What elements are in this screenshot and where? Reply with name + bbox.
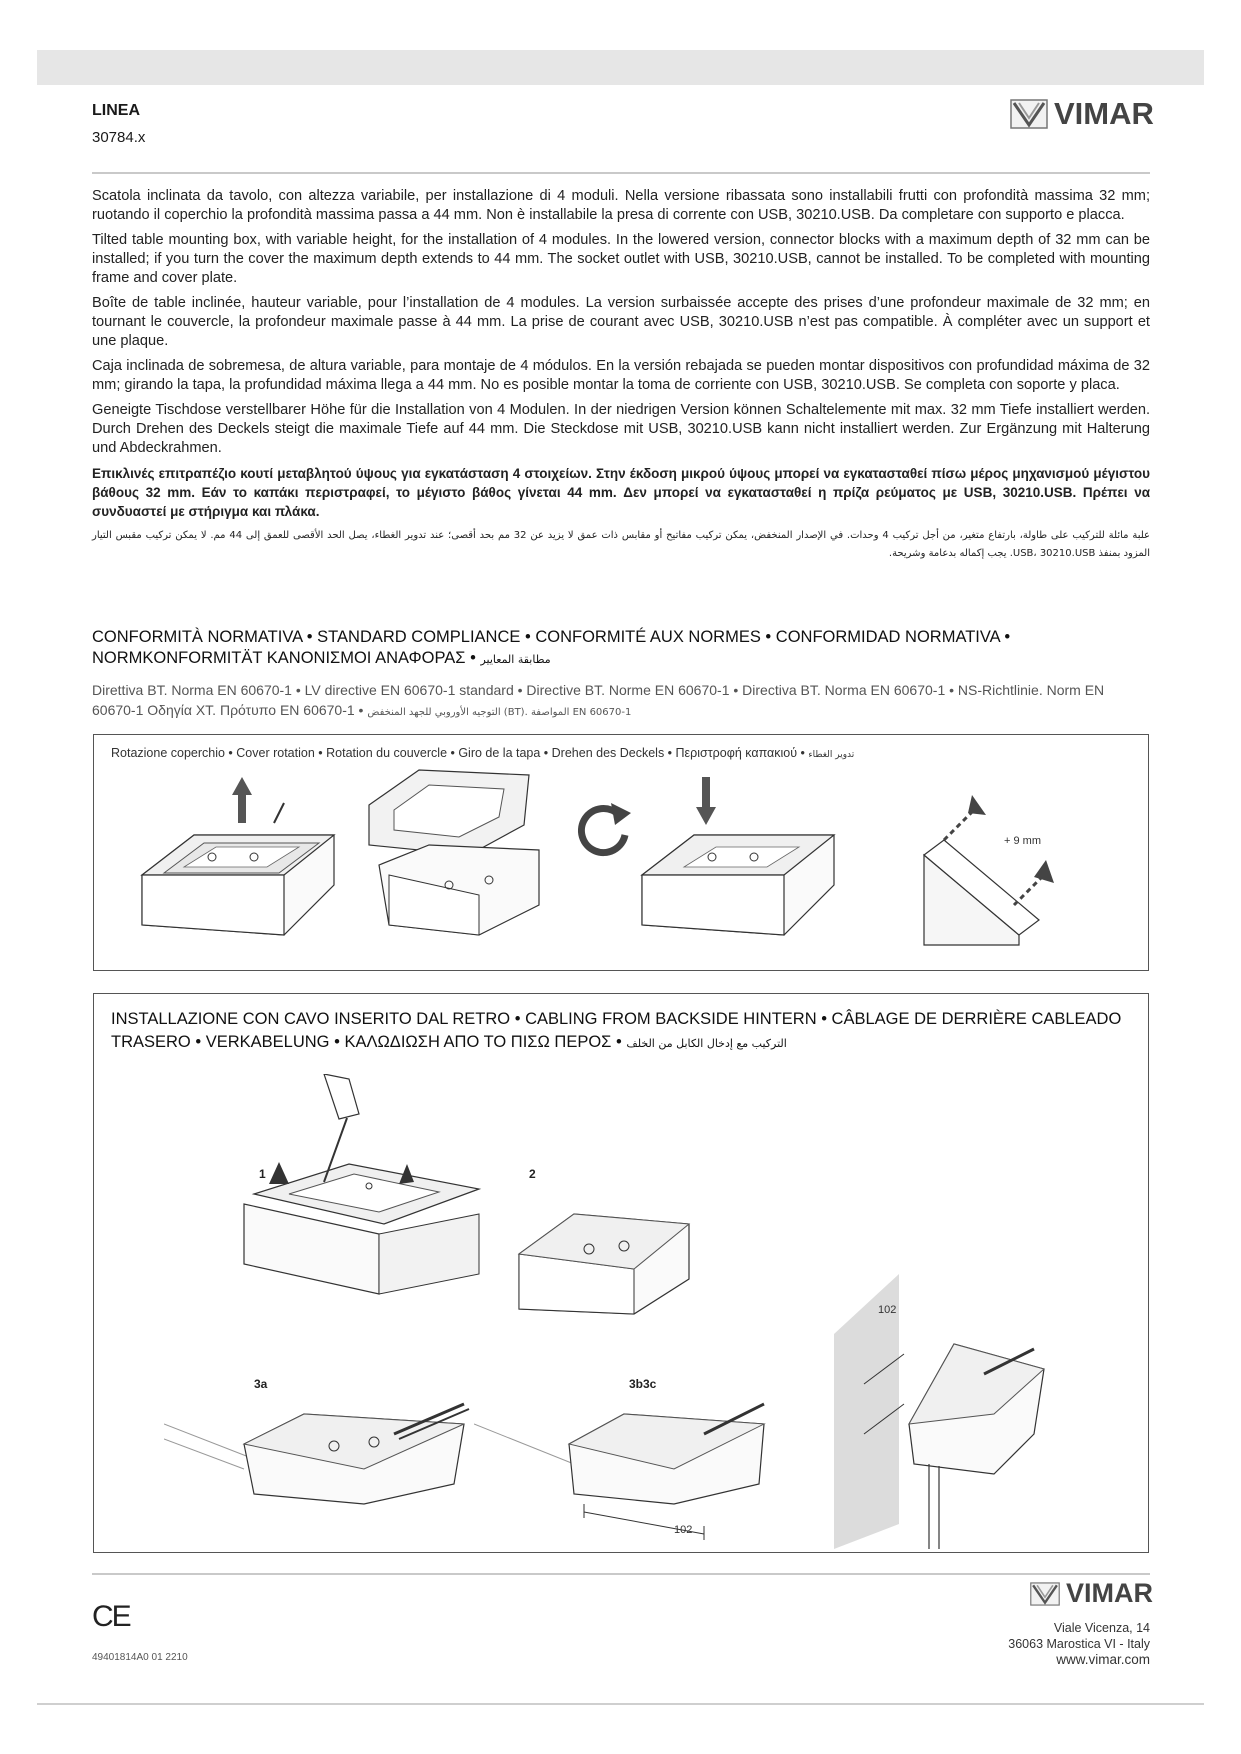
remove-knockout-screwdriver-illustration (239, 1074, 539, 1304)
cover-rotation-caption: Rotazione coperchio • Cover rotation • Rotation du couvercle • Giro de la tapa • Drehen des Deckels • Περιστροφή καπακιού • تدوير الغطاء (111, 746, 855, 760)
description-it: Scatola inclinata da tavolo, con altezza variabile, per installazione di 4 moduli. Nella versione ribassata sono installabili frutti con profondità massima 32 mm; ruotando il coperchio la profondità massima passa a 44 mm. Non è installabile la presa di corrente con USB, 30210.USB. Da completare con supporto e placca. (92, 188, 1150, 223)
height-adjust-side-illustration (914, 785, 1134, 965)
top-bar (37, 50, 1204, 85)
ce-mark: CE (92, 1600, 130, 1633)
step-label-3a: 3a (254, 1377, 268, 1391)
rotate-cover-icon (569, 795, 639, 865)
compliance-norms: Direttiva BT. Norma EN 60670-1 • LV directive EN 60670-1 standard • Directive BT. Norme EN 60670-1 • Directiva BT. Norma EN 60670-1 • NS-Richtlinie. Norm EN 60670-1 Οδηγία ΧΤ. Πρότυπο EN 60670-1 • التوجيه الأوروبي للجهد المنخفض (BT). المواصفة EN 60670-1 (92, 682, 1105, 718)
footer-divider (92, 1573, 1150, 1575)
company-address (1008, 1620, 1150, 1668)
vimar-logo-footer-icon (1030, 1582, 1060, 1606)
step-label-3b3c: 3b3c (629, 1377, 657, 1391)
description-es: Caja inclinada de sobremesa, de altura variable, para montaje de 4 módulos. En la versión rebajada se pueden montar dispositivos con profundidad máxima de 32 mm; girando la tapa, la profundidad máxima llega a 44 mm. No es posible montar la toma de corriente con USB, 30210.USB. Se completa con soporte y placa. (92, 358, 1150, 393)
step-label-2: 2 (529, 1167, 536, 1181)
address-line-1: Viale Vicenza, 14 (1053, 1621, 1150, 1635)
height-dimension-label: + 9 mm (1004, 835, 1041, 847)
compliance-heading-ar: مطابقة المعايير (480, 653, 551, 666)
brand-name: VIMAR (1054, 96, 1154, 131)
cable-under-box-illustration (164, 1384, 494, 1514)
product-line: LINEA (92, 102, 140, 119)
brand-name-footer: VIMAR (1066, 1578, 1153, 1608)
box-cover-removed-illustration (359, 755, 559, 965)
bottom-rule (37, 1703, 1204, 1705)
compliance-norms-ar: التوجيه الأوروبي للجهد المنخفض (BT). المواصفة EN 60670-1 (367, 707, 632, 718)
cabling-title: INSTALLAZIONE CON CAVO INSERITO DAL RETRO • CABLING FROM BACKSIDE HINTERN • CÂBLAGE DE DERRIÈRE CABLEADO TRASERO • VERKABELUNG • ΚΑΛΩΔΙΩΣΗ ΑΠΟ ΤΟ ΠΙΣΩ ΠΕΡΟΣ • التركيب مع إدخال الكابل من الخلف (111, 1010, 1122, 1051)
compliance-section (92, 627, 1150, 723)
description-en: Tilted table mounting box, with variable height, for the installation of 4 modules. In the lowered version, connector blocks with a maximum depth of 32 mm can be installed; if you turn the cover the maximum depth extends to 44 mm. The socket outlet with USB, 30210.USB, cannot be installed. To be completed with mounting frame and cover plate. (92, 232, 1150, 286)
description-ar: علبة مائلة للتركيب على طاولة، بارتفاع متغير، من أجل تركيب 4 وحدات. في الإصدار المنخفض، يمكن تركيب مفاتيح أو مقابس ذات عمق لا يزيد عن 32 مم بحد أقصى؛ عند تدوير الغطاء، يصل الحد الأقصى للعمق إلى 44 مم. لا يمكن تركيب مقبس التيار المزود بمنفذ USB، 30210.USB. يجب إكماله بدعامة وشريحة. (92, 530, 1150, 559)
compliance-heading: CONFORMITÀ NORMATIVA • STANDARD COMPLIANCE • CONFORMITÉ AUX NORMES • CONFORMIDAD NORMATIVA • NORMKONFORMITÄT ΚΑΝΟΝΙΣΜΟΙ ΑΝΑΦΟΡΑΣ • مطابقة المعايير (92, 628, 1011, 667)
vimar-logo-icon (1010, 99, 1048, 129)
description-de: Geneigte Tischdose verstellbarer Höhe für die Installation von 4 Modulen. In der niedrigen Version können Schaltelemente mit max. 32 mm Tiefe installiert werden. Durch Drehen des Deckels steigt die maximale Tiefe auf 44 mm. Die Steckdose mit USB, 30210.USB kann nicht installiert werden. Zur Ergänzung mit Halterung und Abdeckrahmen. (92, 402, 1150, 456)
product-code: 30784.x (92, 129, 146, 146)
document-code: 49401814A0 01 2210 (92, 1652, 188, 1663)
vimar-logo (1010, 96, 1154, 132)
description-fr: Boîte de table inclinée, hauteur variable, pour l’installation de 4 modules. La version surbaissée accepte des prises d’une profondeur maximale de 32 mm; en tournant le couvercle, la profondeur maximale passe à 44 mm. La prise de courant avec USB, 30210.USB n’est pas compatible. À compléter avec un support et une plaque. (92, 295, 1150, 349)
box-lift-cover-illustration (134, 775, 394, 965)
cover-rotation-panel (93, 734, 1149, 971)
address-line-2: 36063 Marostica VI - Italy (1008, 1637, 1150, 1651)
cabling-panel (93, 993, 1149, 1553)
dimension-label-bottom: 102 (674, 1524, 693, 1536)
box-lower-cover-illustration (634, 775, 864, 965)
dimension-label-wall: 102 (878, 1304, 897, 1316)
product-descriptions (92, 187, 1150, 569)
cable-through-surface-illustration (474, 1384, 774, 1544)
website-link[interactable]: www.vimar.com (1056, 1652, 1150, 1667)
vimar-logo-footer (1030, 1578, 1153, 1609)
header-divider (92, 172, 1150, 174)
description-el: Επικλινές επιτραπέζιο κουτί μεταβλητού ύψους για εγκατάσταση 4 στοιχείων. Στην έκδοση μικρού ύψους μπορεί να εγκατασταθεί πίσω μέρος μηχανισμού μέγιστου βάθους 32 mm. Εάν το καπάκι περιστραφεί, το μέγιστο βάθος γίνεται 44 mm. Δεν μπορεί να εγκατασταθεί η πρίζα ρεύματος με USB, 30210.USB. Πρέπει να συνδυαστεί με στήριγμα και πλάκα. (92, 466, 1150, 519)
open-box-illustration (514, 1184, 694, 1324)
step-label-1: 1 (259, 1167, 266, 1181)
